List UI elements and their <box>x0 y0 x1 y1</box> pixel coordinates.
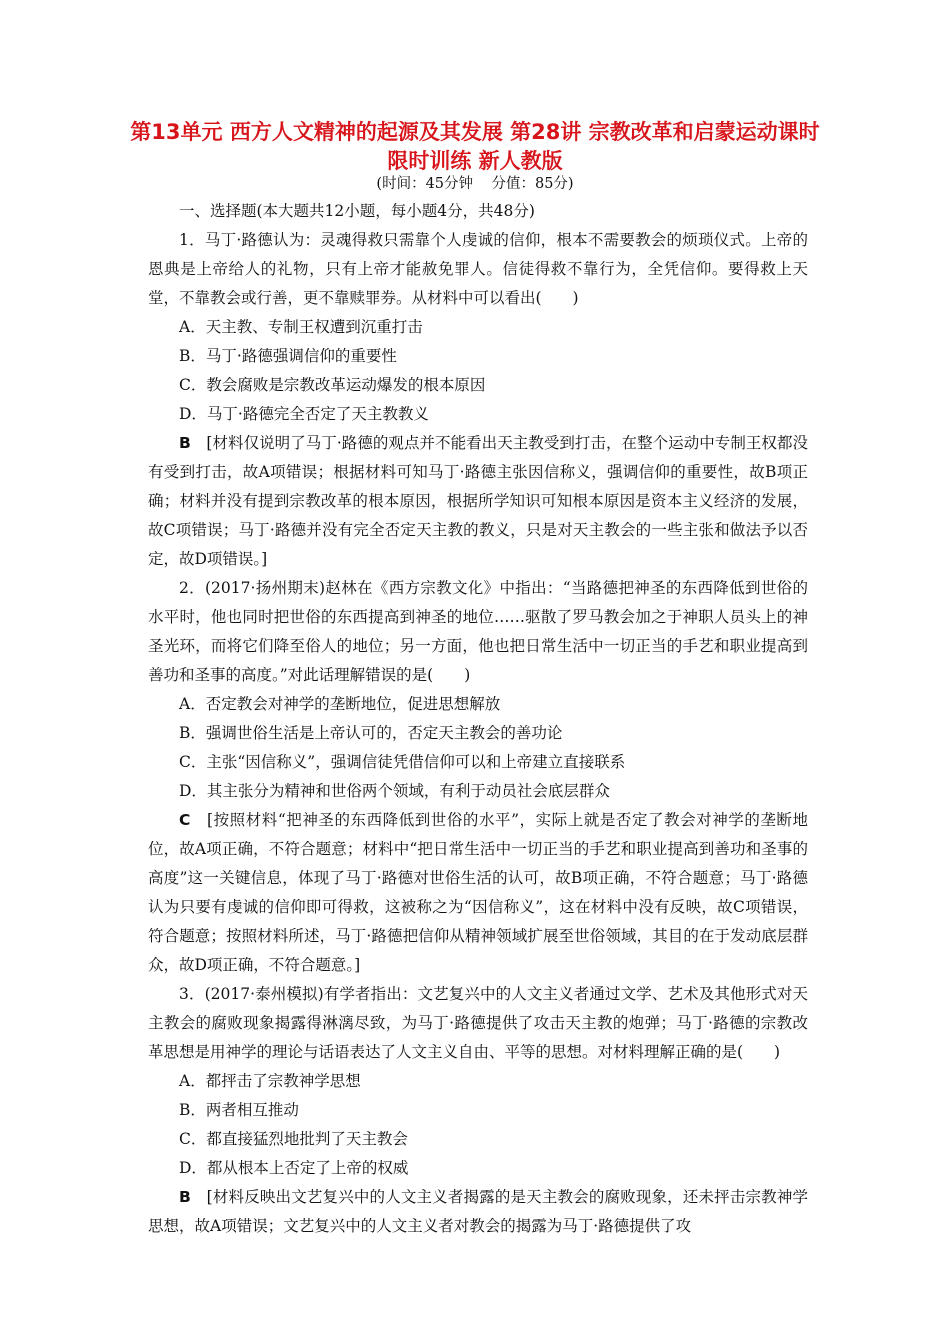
document-title: 第13单元 西方人文精神的起源及其发展 第28讲 宗教改革和启蒙运动课时限时训练 新人教版 <box>130 120 820 173</box>
question-option: C．都直接猛烈地批判了天主教会 <box>179 1130 408 1148</box>
section-heading: 一、选择题(本大题共12小题，每小题4分，共48分) <box>179 202 535 220</box>
explanation-text: [材料反映出文艺复兴中的人文主义者揭露的是天主教会的腐败现象，还未抨击宗教神学思想，故A项错误；文艺复兴中的人文主义者对教会的揭露为马丁·路德提供了攻 <box>148 1188 808 1235</box>
question-option: D．马丁·路德完全否定了天主教教义 <box>179 405 429 423</box>
question-stem: 1．马丁·路德认为：灵魂得救只需靠个人虔诚的信仰，根本不需要教会的烦琐仪式。上帝的恩典是上帝给人的礼物，只有上帝才能赦免罪人。信徒得救不靠行为，全凭信仰。要得救上天堂，不靠教会或行善，更不靠赎罪券。从材料中可以看出( ) <box>148 231 808 307</box>
document-subtitle: (时间：45分钟 分值：85分) <box>376 176 574 192</box>
question-option: D．都从根本上否定了上帝的权威 <box>179 1159 409 1177</box>
answer-letter: C <box>179 811 191 829</box>
question-option: A．天主教、专制王权遭到沉重打击 <box>179 318 423 336</box>
answer-letter: B <box>179 1188 191 1206</box>
question-stem: 3．(2017·泰州模拟)有学者指出：文艺复兴中的人文主义者通过文学、艺术及其他形式对天主教会的腐败现象揭露得淋漓尽致，为马丁·路德提供了攻击天主教的炮弹；马丁·路德的宗教改革思想是用神学的理论与话语表达了人文主义自由、平等的思想。对材料理解正确的是( ) <box>148 985 808 1061</box>
question-option: C．主张“因信称义”，强调信徒凭借信仰可以和上帝建立直接联系 <box>179 753 626 771</box>
question-option: D．其主张分为精神和世俗两个领域，有利于动员社会底层群众 <box>179 782 610 800</box>
question-option: B．马丁·路德强调信仰的重要性 <box>179 347 397 365</box>
explanation-text: [按照材料“把神圣的东西降低到世俗的水平”，实际上就是否定了教会对神学的垄断地位，故A项正确，不符合题意；材料中“把日常生活中一切正当的手艺和职业提高到善功和圣事的高度”这一关键信息，体现了马丁·路德对世俗生活的认可，故B项正确，不符合题意；马丁·路德认为只要有虔诚的信仰即可得救，这被称之为“因信称义”，这在材料中没有反映，故C项错误，符合题意；按照材料所述，马丁·路德把信仰从精神领域扩展至世俗领域，其目的在于发动底层群众，故D项正确，不符合题意。] <box>148 811 808 974</box>
answer-explanation <box>148 1183 808 1241</box>
question-option: A．否定教会对神学的垄断地位，促进思想解放 <box>179 695 501 713</box>
question-stem: 2．(2017·扬州期末)赵林在《西方宗教文化》中指出：“当路德把神圣的东西降低到世俗的水平时，他也同时把世俗的东西提高到神圣的地位……驱散了罗马教会加之于神职人员头上的神圣光环，而将它们降至俗人的地位；另一方面，他也把日常生活中一切正当的手艺和职业提高到善功和圣事的高度。”对此话理解错误的是( ) <box>148 579 808 684</box>
document-body <box>148 197 808 1241</box>
answer-letter: B <box>179 434 191 452</box>
question-option: A．都抨击了宗教神学思想 <box>179 1072 361 1090</box>
answer-explanation <box>148 429 808 574</box>
question-option: B．强调世俗生活是上帝认可的，否定天主教会的善功论 <box>179 724 563 742</box>
question-option: B．两者相互推动 <box>179 1101 299 1119</box>
answer-explanation <box>148 806 808 980</box>
question-option: C．教会腐败是宗教改革运动爆发的根本原因 <box>179 376 486 394</box>
explanation-text: [材料仅说明了马丁·路德的观点并不能看出天主教受到打击，在整个运动中专制王权都没有受到打击，故A项错误；根据材料可知马丁·路德主张因信称义，强调信仰的重要性，故B项正确；材料并没有提到宗教改革的根本原因，根据所学知识可知根本原因是资本主义经济的发展，故C项错误；马丁·路德并没有完全否定天主教的教义，只是对天主教会的一些主张和做法予以否定，故D项错误。] <box>148 434 808 568</box>
